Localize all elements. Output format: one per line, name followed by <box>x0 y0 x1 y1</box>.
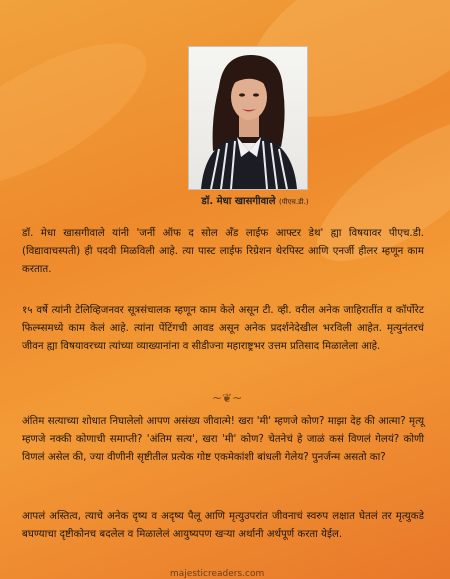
watermark: majesticreaders.com <box>170 569 265 579</box>
questions-paragraph: अंतिम सत्याच्या शोधात निघालेलो आपण असंख्य जीवात्मे! खरा 'मी' म्हणजे कोण? माझा देह की आत्मा? मृत्यू म्हणजे नक्की कोणाची समाप्ती? 'अंतिम सत्य', खरा 'मी' कोण? चेतनेचं हे जाळं कसं विणलं गेलयं? कोणी विणलं असेल की, ज्या वीणीनी सृष्टीतील प्रत्येक गोष्ट एकमेकांशी बांधली गेलेय? पुनर्जन्म असतो का? <box>22 416 424 463</box>
background-streak <box>0 16 166 214</box>
author-bio-paragraph: डॉ. मेधा खासगीवाले यांनी 'जर्नी ऑफ द सोल अँड लाईफ आफ्टर डेथ' ह्या विषयावर पीएच.डी. (विद्यावाचस्पती) ही पदवी मिळविली आहे. त्या पास्ट लाईफ रिग्रेशन थेरपिस्ट आणि एनर्जी हीलर म्हणून काम करतात. <box>22 228 424 275</box>
floral-divider-icon: ~❦~ <box>212 391 243 405</box>
career-paragraph: १५ वर्षे त्यांनी टेलिव्हिजनवर सूत्रसंचालक म्हणून काम केले असून टी. व्ही. वरील अनेक जाहिरातींत व कॉर्पोरेट फिल्म्समध्ये काम केलं आहे. त्यांना पेंटिंगची आवड असून अनेक प्रदर्शनेदेखील भरविली आहेत. मृत्युनंतरचं जीवन ह्या विषयावरच्या त्यांच्या व्याख्यानांना व सीडीज्ना महाराष्ट्रभर उत्तम प्रतिसाद मिळालेला आहे. <box>22 305 424 352</box>
author-name: डॉ. मेधा खासगीवाले <box>201 196 276 207</box>
author-portrait-icon <box>188 46 308 190</box>
closing-paragraph: आपलं अस्तित्व, त्याचे अनेक दृष्य व अदृष्य पैलू आणि मृत्युउपरांत जीवनाचं स्वरुप लक्षात घेतलं तर मृत्युकडे बघण्याचा दृष्टीकोनच बदलेल व मिळालेलं आयुष्यपण खऱ्या अर्थानी अर्थपूर्ण करता येईल. <box>22 511 424 540</box>
author-caption <box>140 193 370 207</box>
author-degree: (पीएच.डी.) <box>279 198 309 206</box>
